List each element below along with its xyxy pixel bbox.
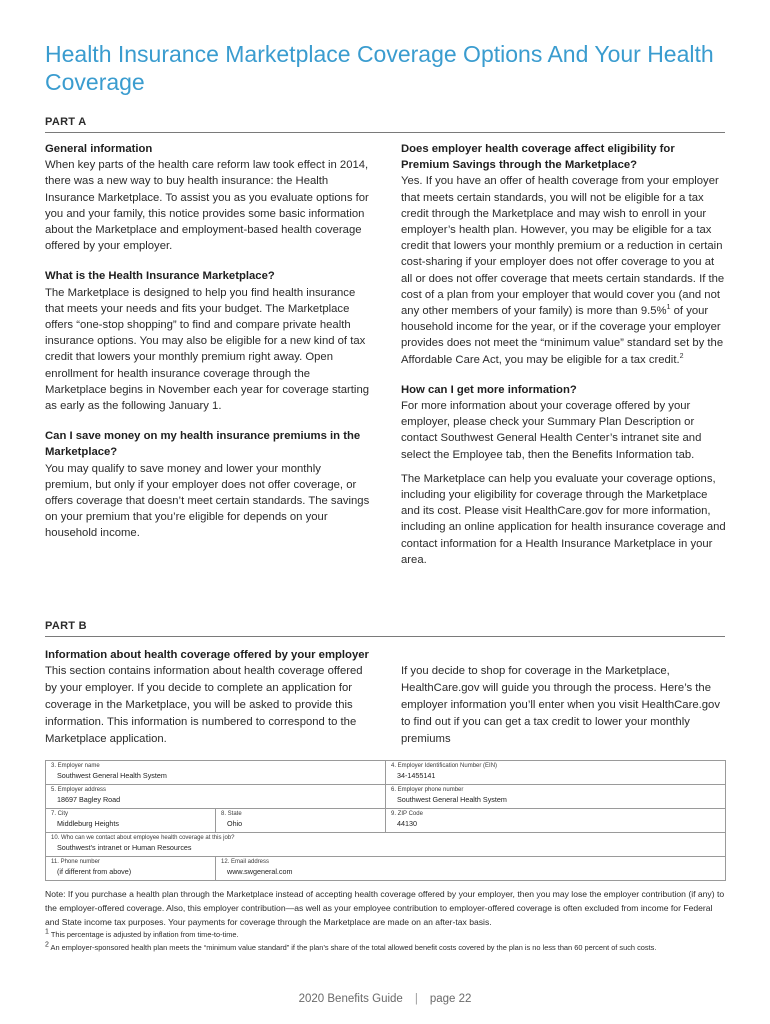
eligibility-text: Yes. If you have an offer of health coverage from your employer that meets certain standards, you will not be eligible for a tax credit through the Marketplace and may wish to enroll in your employer’s health plan. However, you may be eligible for a tax credit that lowers your monthly premium or a reduction in certain cost-sharing if your employer does not offer coverage to you at all or does not offer coverage that meets certain standards. If the cost of a plan from your employer that would cover you (and not any other members of your family) is more than 9.5%$^1$ of your household income for the year, or if the coverage your employer provides does not meet the “minimum value” standard set by the Affordable Care Act, you may be eligible for a tax credit.$^2$: [401, 175, 725, 366]
more-info-heading: How can I get more information?: [401, 383, 577, 396]
city-field: 7. City Middleburg Heights: [46, 809, 216, 833]
general-info-heading: General information: [45, 143, 153, 155]
save-money-heading: Can I save money on my health insurance premiums in the Marketplace?: [45, 430, 361, 459]
more-info-text: For more information about your coverage offered by your employer, please check your Summary Plan Description or contact Southwest General Health Center’s intranet site and select the Employee tab, then the Benefits Information tab.: [401, 400, 702, 461]
employer-coverage-heading: Information about health coverage offered by your employer: [45, 649, 369, 661]
employer-info-form: [45, 760, 726, 881]
footer-separator: |: [414, 993, 418, 1005]
marketplace-note: Note: If you purchase a health plan through the Marketplace instead of accepting health coverage offered by your employer, then you may lose the employer contribution (if any) to the employer-offered coverage. Also, this employer contribution—as well as your employee contribution to employer-offered coverage is often excluded from income for Federal and State income tax purposes. Your payments for coverage through the Marketplace are made on an after-tax basis.: [45, 889, 725, 927]
part-a-right-column: [401, 141, 726, 582]
save-money-text: You may qualify to save money and lower your monthly premium, but only if your employer does not offer coverage, or offers coverage that doesn’t meet certain standards. The savings on your premium that you’re eligible for depends on your household income.: [45, 462, 370, 540]
page-footer: [0, 993, 770, 1005]
page-title: Health Insurance Marketplace Coverage Options And Your Health Coverage: [45, 41, 714, 95]
footnote-1: $^1$ This percentage is adjusted by inflation from time-to-time.: [45, 928, 239, 939]
what-is-marketplace-heading: What is the Health Insurance Marketplace?: [45, 270, 275, 283]
part-b-intro-left: This section contains information about health coverage offered by your employer. If you decide to complete an application for coverage in the Marketplace, you will be asked to provide this information. This information is numbered to correspond to the Marketplace application.: [45, 665, 363, 745]
employer-address-field: 5. Employer address 18697 Bagley Road: [46, 785, 386, 809]
what-is-marketplace-text: The Marketplace is designed to help you find health insurance that meets your needs and fits your budget. The Marketplace offers “one-stop shopping” to find and compare private health insurance options. You may also be eligible for a new kind of tax credit that lowers your monthly premium right away. Open enrollment for health insurance coverage through the Marketplace begins in November each year for coverage starting as early as the following January 1.: [45, 286, 370, 413]
part-b-intro-right: If you decide to shop for coverage in the Marketplace, HealthCare.gov will guide you through the process. Here’s the employer information you’ll enter when you visit HealthCare.gov to find out if you can get a tax credit to lower your monthly premiums: [401, 665, 720, 745]
footer-guide-title: 2020 Benefits Guide: [298, 993, 403, 1005]
employer-name-field: 3. Employer name Southwest General Health System: [46, 761, 386, 785]
page-number: page 22: [429, 993, 472, 1005]
marketplace-help-text: The Marketplace can help you evaluate your coverage options, including your eligibility for coverage through the Marketplace and its cost. Please visit HealthCare.gov for more information, including an online application for health insurance coverage and contact information for a Health Insurance Marketplace in your area.: [401, 472, 726, 566]
zip-code-field: 9. ZIP Code 44130: [386, 809, 726, 833]
phone-number-field: 11. Phone number (if different from above): [46, 857, 216, 881]
part-a-label: PART A: [45, 116, 725, 133]
employer-phone-field: 6. Employer phone number Southwest General Health System: [386, 785, 726, 809]
state-field: 8. State Ohio: [216, 809, 386, 833]
eligibility-heading: Does employer health coverage affect eligibility for Premium Savings through the Marketplace?: [401, 143, 675, 172]
footnote-2: $^2$ An employer-sponsored health plan meets the “minimum value standard” if the plan’s share of the total allowed benefit costs covered by the plan is no less than 60 percent of such costs.: [45, 941, 657, 952]
email-address-field: 12. Email address www.swgeneral.com: [216, 857, 726, 881]
part-b-label: PART B: [45, 620, 725, 637]
part-a-left-column: [45, 141, 370, 556]
general-info-text: When key parts of the health care reform law took effect in 2014, there was a new way to buy health insurance: the Health Insurance Marketplace. To assist you as you evaluate options for you and your family, this notice provides some basic information about the Marketplace and employment-based health coverage offered by your employer.: [45, 159, 369, 253]
ein-field: 4. Employer Identification Number (EIN) 34-1455141: [386, 761, 726, 785]
contact-field: 10. Who can we contact about employee health coverage at this job? Southwest’s intranet or Human Resources: [46, 833, 726, 857]
